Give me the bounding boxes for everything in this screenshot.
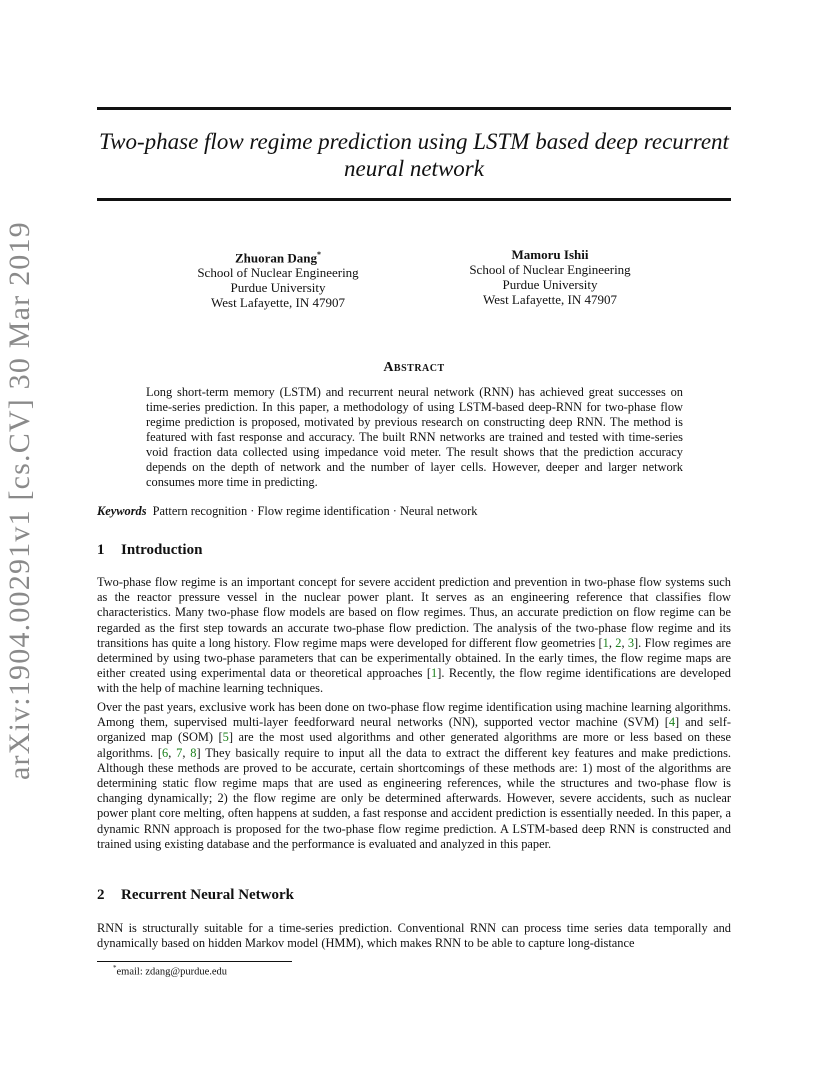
footnote xyxy=(113,964,227,978)
author-name: Zhuoran Dang* xyxy=(235,250,321,266)
author-university: Purdue University xyxy=(230,280,326,296)
citation-link[interactable]: 8 xyxy=(190,745,197,760)
author-city: West Lafayette, IN 47907 xyxy=(211,295,345,311)
citation-link[interactable]: 4 xyxy=(668,715,676,730)
section-number: 2 xyxy=(97,887,105,903)
citation-link[interactable]: 5 xyxy=(222,730,229,745)
citation-link[interactable]: 3 xyxy=(627,635,635,650)
citation-link[interactable]: 6 xyxy=(162,745,169,760)
citation-link[interactable]: 1 xyxy=(602,635,609,650)
intro-paragraph-1: Two-phase flow regime is an important concept for severe accident prediction and prevention in two-phase flow systems such as the reactor pressure vessel in the nuclear power plant. It serves as an engineering reference that classifies flow characteristics. Many two-phase flow models are based on flow regimes. Thus, an accurate prediction on flow regime can be regarded as the first step towards an accurate two-phase flow prediction. The analysis of the two-phase flow regime and its transitions has quite a long history. Flow regime maps were developed for different flow geometries [1, 2, 3]. Flow regimes are determined by using two-phase parameters that can be experimentally obtained. In the early times, the flow regime maps are either created using experimental data or theoretical approaches [1]. Recently, the flow regime identifications are developed with the help of machine learning techniques. xyxy=(97,575,731,696)
section-title: Introduction xyxy=(121,542,203,558)
author-university: Purdue University xyxy=(502,277,598,292)
section-title: Recurrent Neural Network xyxy=(121,887,295,903)
citation-link[interactable]: 2 xyxy=(615,635,622,650)
arxiv-identifier-stamp: arXiv:1904.00291v1 [cs.CV] 30 Mar 2019 xyxy=(3,221,36,780)
abstract-heading: Abstract xyxy=(383,360,445,375)
section-heading-introduction xyxy=(97,542,202,559)
intro-paragraph-2: Over the past years, exclusive work has been done on two-phase flow regime identification using machine learning algorithms. Among them, supervised multi-layer feedforward neural networks (NN), supported vector machine (SVM) [4] and self-organized map (SOM) [5] are the most used algorithms and other generated algorithms are more or less based on these algorithms. [6, 7, 8] They basically require to input all the data to extract the different key features and make predictions. Although these methods are proved to be accurate, certain shortcomings of these methods are: 1) most of the algorithms are determining static flow regime maps that are used as engineering references, while the structures and two-phase flow is changing dynamically; 2) the flow regime are only be determined afterwards. However, severe accidents, such as nuclear power plant core melting, often happens at sudden, a fast response and accident prediction is essentially needed. In this paper, a dynamic RNN approach is proposed for the two-phase flow regime prediction. A LSTM-based deep RNN is constructed and trained using existing database and the performance is evaluated and analyzed in this paper. xyxy=(97,700,731,851)
title-rule-top xyxy=(97,107,731,110)
footnote-mark: * xyxy=(113,964,117,972)
section-heading-rnn xyxy=(97,887,294,904)
author-department: School of Nuclear Engineering xyxy=(469,262,631,277)
author-name: Mamoru Ishii xyxy=(511,247,589,262)
author-department: School of Nuclear Engineering xyxy=(197,265,359,281)
abstract-text: Long short-term memory (LSTM) and recurrent neural network (RNN) has achieved great successes on time-series prediction. In this paper, a methodology of using LSTM-based deep-RNN for two-phase flow regime prediction is proposed, motivated by previous research on constructing deep RNN. The method is featured with fast response and accuracy. The built RNN networks are trained and tested with time-series void fraction data collected using impedance void meter. The result shows that the prediction accuracy depends on the depth of network and the number of layer cells. However, deeper and larger network consumes more time in predicting. xyxy=(146,385,683,489)
author-block-1 xyxy=(148,247,408,310)
footnote-mark: * xyxy=(317,250,321,259)
keywords-list: Pattern recognition · Flow regime identification · Neural network xyxy=(152,504,478,518)
section-number: 1 xyxy=(97,542,105,558)
keywords-line xyxy=(97,504,477,519)
paper-title xyxy=(80,128,748,182)
title-line-2: neural network xyxy=(344,156,484,181)
citation-link[interactable]: 1 xyxy=(431,666,438,681)
title-line-1: Two-phase flow regime prediction using LSTM based deep recurrent xyxy=(99,129,729,154)
citation-link[interactable]: 7 xyxy=(176,745,183,760)
author-city: West Lafayette, IN 47907 xyxy=(483,292,617,307)
keywords-label: Keywords xyxy=(97,504,147,518)
author-block-2 xyxy=(420,247,680,307)
footnote-text: email: zdang@purdue.edu xyxy=(116,966,228,978)
rnn-paragraph-1: RNN is structurally suitable for a time-series prediction. Conventional RNN can process time series data temporally and dynamically based on hidden Markov model (HMM), which makes RNN to be able to capture long-distance xyxy=(97,921,731,951)
footnote-rule xyxy=(97,961,292,962)
title-rule-bottom xyxy=(97,198,731,201)
